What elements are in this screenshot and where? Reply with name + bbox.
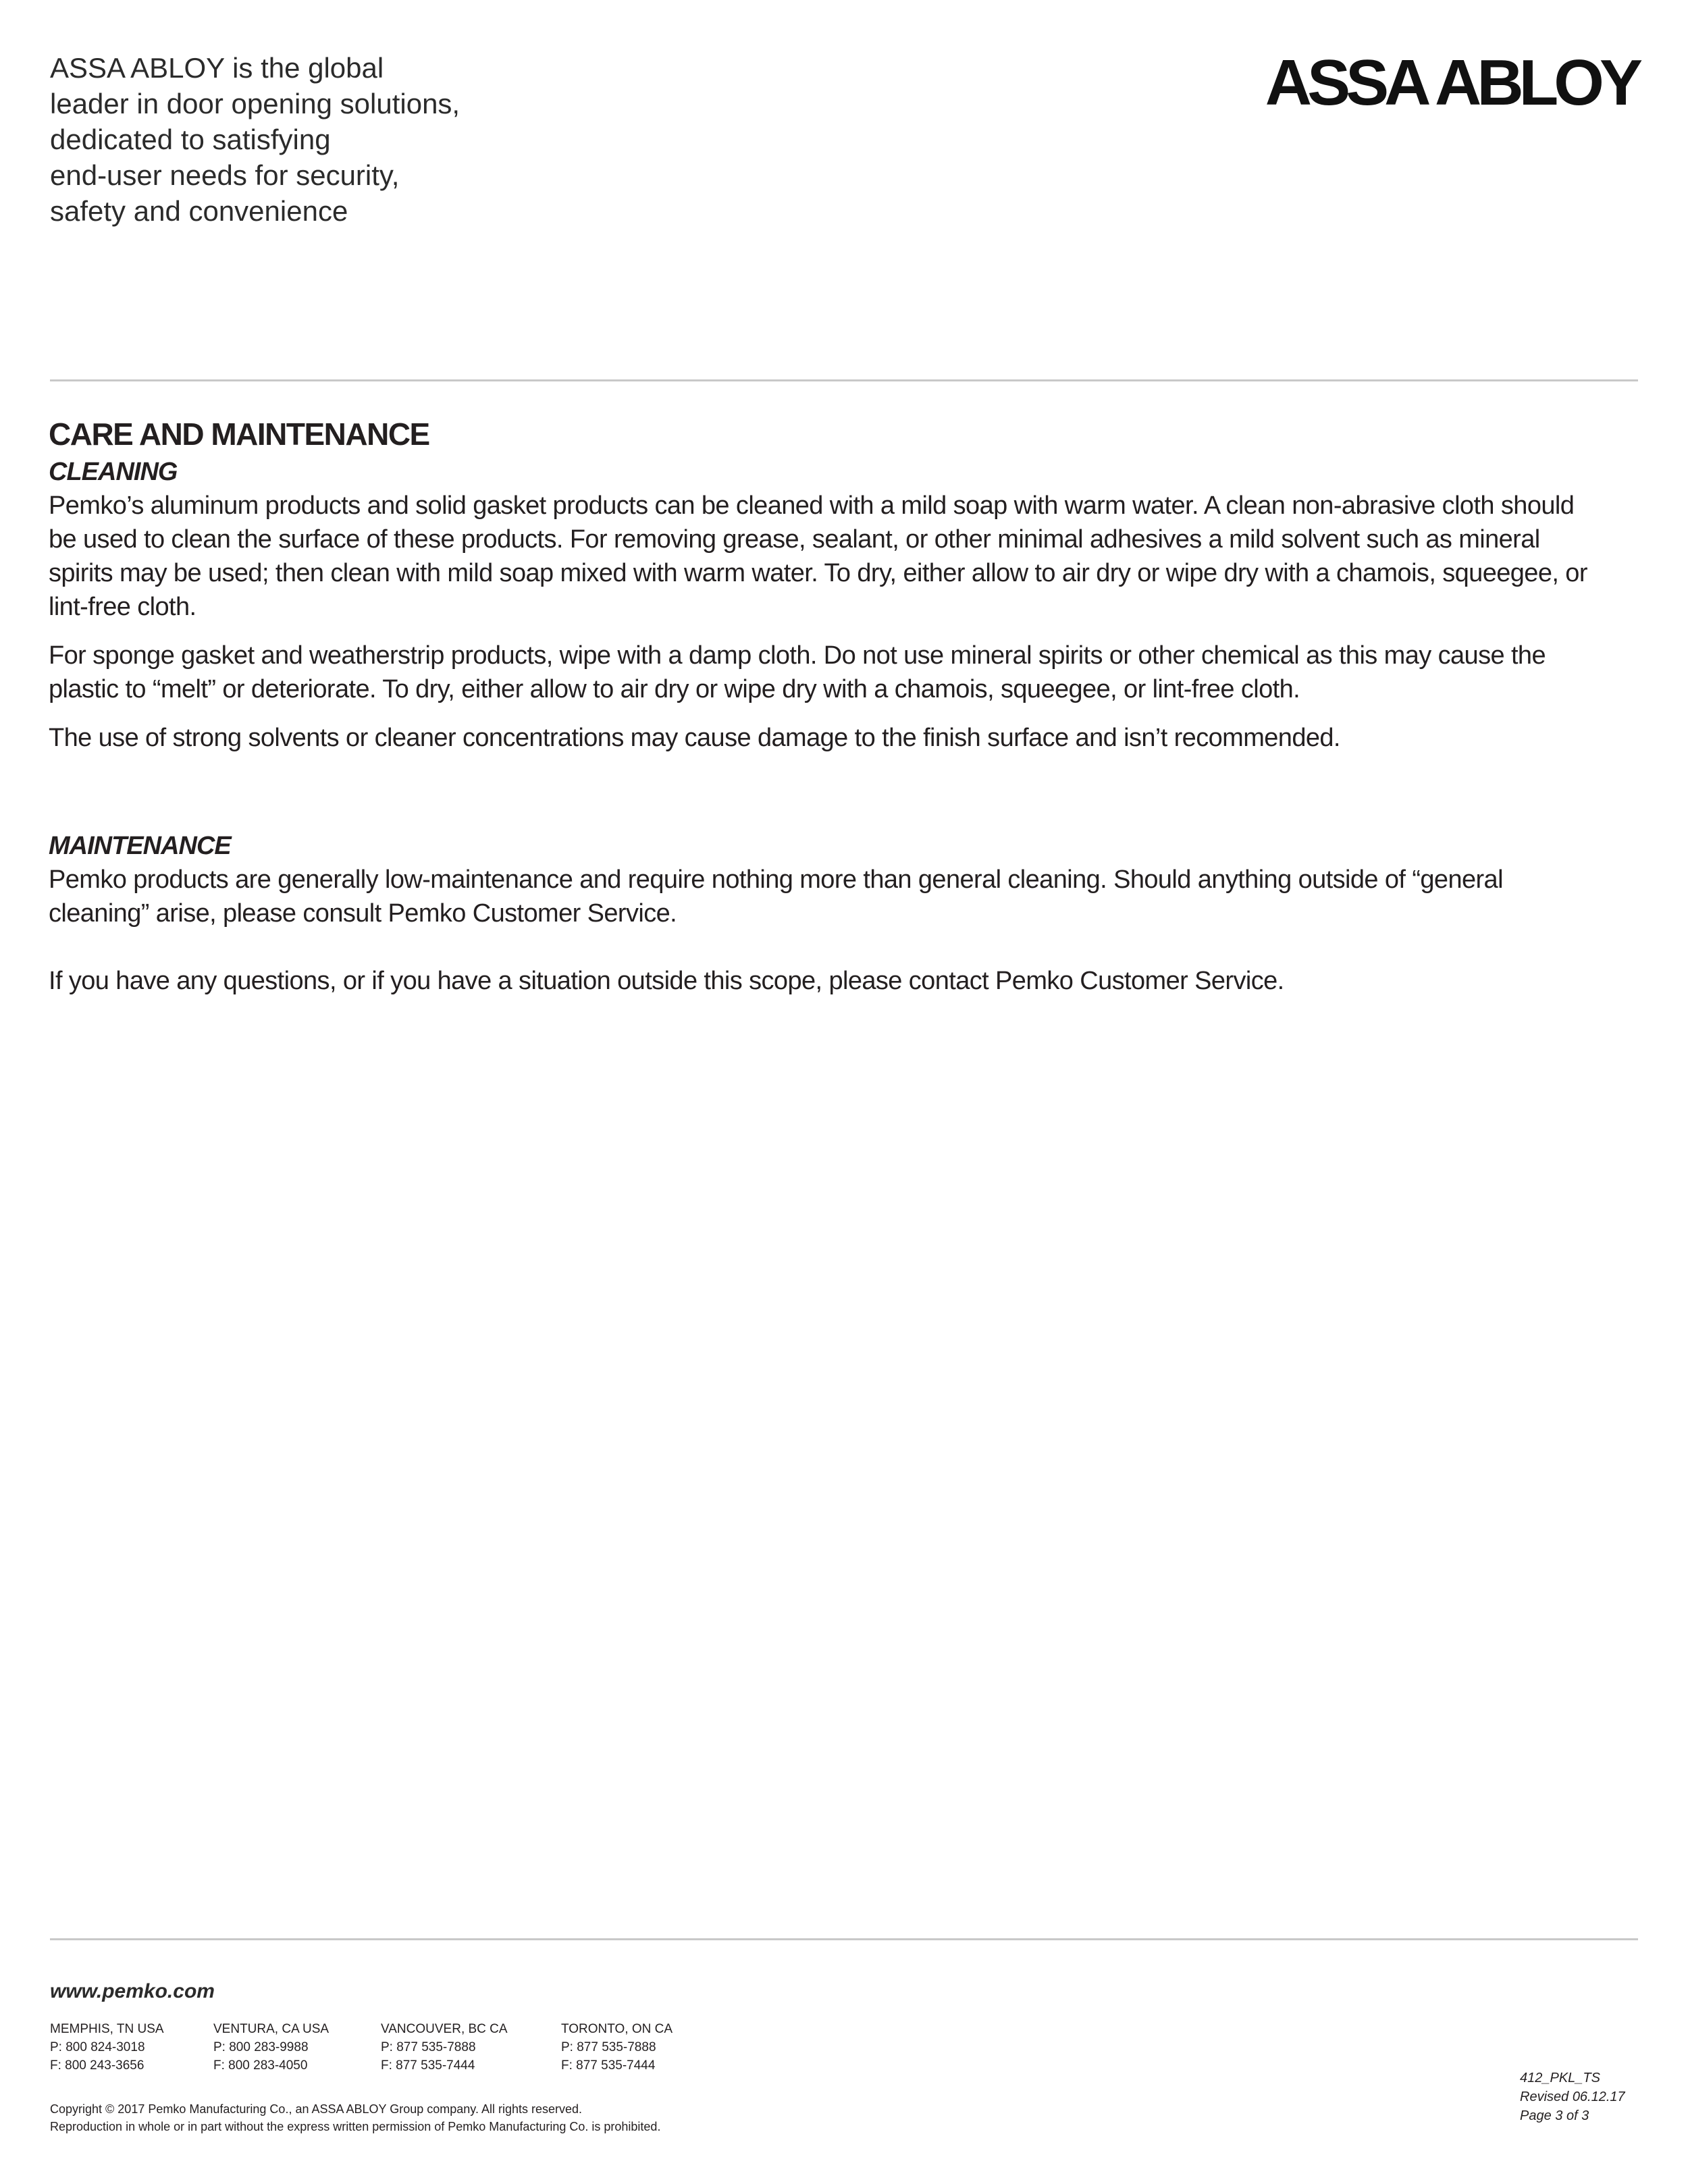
office-list — [50, 2020, 1638, 2075]
tagline-line: leader in door opening solutions, — [50, 88, 460, 119]
office-memphis — [50, 2020, 178, 2075]
office-fax: F: 800 283-4050 — [213, 2058, 308, 2073]
office-ventura — [213, 2020, 346, 2075]
office-city: VANCOUVER, BC CA — [381, 2022, 508, 2036]
office-toronto — [561, 2020, 672, 2075]
cleaning-title: CLEANING — [49, 458, 178, 486]
tagline-line: dedicated to satisfying — [50, 124, 331, 155]
office-phone: P: 800 283-9988 — [213, 2040, 309, 2054]
copyright-line: Copyright © 2017 Pemko Manufacturing Co., an ASSA ABLOY Group company. All rights reserved. — [50, 2102, 583, 2116]
revision-date: Revised 06.12.17 — [1520, 2089, 1625, 2104]
office-phone: P: 877 535-7888 — [381, 2040, 476, 2054]
website-link[interactable]: www.pemko.com — [50, 1980, 215, 2002]
page-number: Page 3 of 3 — [1520, 2108, 1589, 2123]
office-city: MEMPHIS, TN USA — [50, 2022, 164, 2036]
office-city: TORONTO, ON CA — [561, 2022, 673, 2036]
copyright-line: Reproduction in whole or in part without the express written permission of Pemko Manufacturing Co. is prohibited. — [50, 2120, 661, 2133]
cleaning-paragraph: The use of strong solvents or cleaner concentrations may cause damage to the finish surface and isn’t recommended. — [49, 724, 1340, 752]
office-phone: P: 877 535-7888 — [561, 2040, 656, 2054]
section-title: CARE AND MAINTENANCE — [49, 417, 429, 452]
footer — [50, 1978, 1638, 2135]
tagline — [50, 50, 523, 229]
maintenance-paragraph: Pemko products are generally low-maintenance and require nothing more than general cleaning. Should anything outside of “general cleaning” arise, please consult Pemko Customer Service. — [49, 865, 1503, 928]
footer-divider — [50, 1938, 1638, 1940]
doc-code: 412_PKL_TS — [1520, 2071, 1600, 2085]
office-vancouver — [381, 2020, 526, 2075]
tagline-line: ASSA ABLOY is the global — [50, 52, 384, 84]
assa-abloy-logo: ASSA ABLOY — [1265, 47, 1638, 119]
office-fax: F: 877 535-7444 — [381, 2058, 475, 2073]
maintenance-title: MAINTENANCE — [49, 832, 231, 860]
tagline-line: safety and convenience — [50, 195, 348, 227]
office-phone: P: 800 824-3018 — [50, 2040, 145, 2054]
tagline-line: end-user needs for security, — [50, 159, 400, 191]
cleaning-paragraph: For sponge gasket and weatherstrip products, wipe with a damp cloth. Do not use mineral spirits or other chemical as this may cause the plastic to “melt” or deteriorate. To dry, either allow to air dry or wipe dry with a chamois, squeegee, or lint-free cloth. — [49, 641, 1546, 703]
office-fax: F: 800 243-3656 — [50, 2058, 144, 2073]
contact-paragraph: If you have any questions, or if you have a situation outside this scope, please contact Pemko Customer Service. — [49, 967, 1284, 995]
copyright — [50, 2100, 1638, 2135]
document-reference — [1520, 2069, 1638, 2125]
main-content — [49, 413, 1608, 1013]
header-divider — [50, 379, 1638, 381]
cleaning-paragraph: Pemko’s aluminum products and solid gasket products can be cleaned with a mild soap with warm water. A clean non-abrasive cloth should be used to clean the surface of these products. For removing grease, sealant, or other minimal adhesives a mild solvent such as mineral spirits may be used; then clean with mild soap mixed with warm water. To dry, either allow to air dry or wipe dry with a chamois, squeegee, or lint-free cloth. — [49, 491, 1587, 621]
office-fax: F: 877 535-7444 — [561, 2058, 656, 2073]
office-city: VENTURA, CA USA — [213, 2022, 329, 2036]
